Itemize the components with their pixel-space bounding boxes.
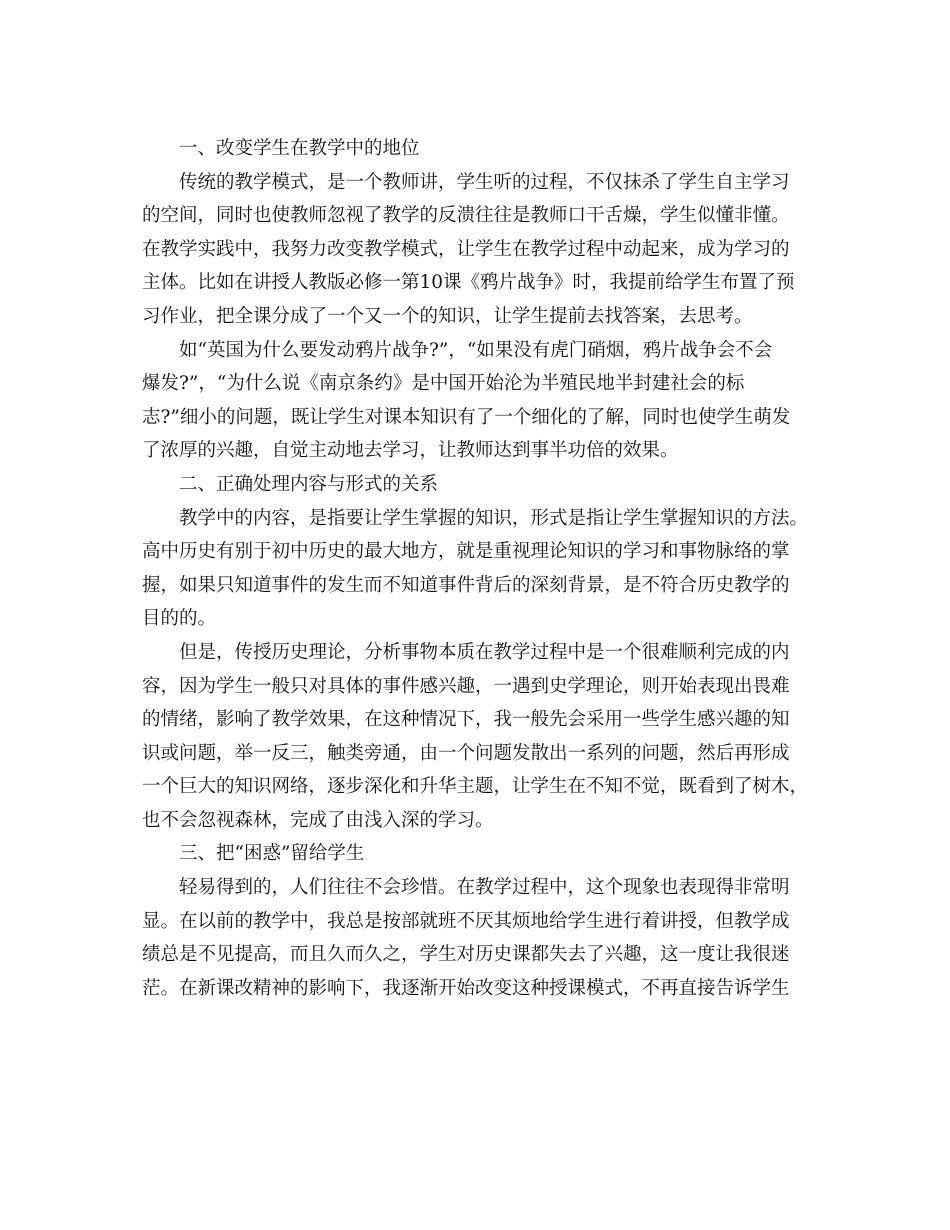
text-line: 的空间，同时也使教师忽视了教学的反溃往往是教师口干舌燥，学生似懂非懂。 — [142, 205, 790, 227]
text-line: 握，如果只知道事件的发生而不知道事件背后的深刻背景，是不符合历史教学的 — [142, 574, 790, 596]
text-line: 也不会忽视森林，完成了由浅入深的学习。 — [142, 809, 494, 831]
text-line: 容，因为学生一般只对具体的事件感兴趣，一遇到史学理论，则开始表现出畏难 — [142, 675, 790, 697]
text-line: 一个巨大的知识网络，逐步深化和升华主题，让学生在不知不觉，既看到了树木， — [142, 776, 809, 798]
text-line: 传统的教学模式，是一个教师讲，学生听的过程，不仅抹杀了学生自主学习 — [179, 171, 790, 193]
text-line: 高中历史有别于初中历史的最大地方，就是重视理论知识的学习和事物脉络的掌 — [142, 541, 790, 563]
text-line: 三、把“困惑”留给学生 — [179, 843, 365, 865]
text-line: 一、改变学生在教学中的地位 — [179, 138, 420, 159]
text-line: 绩总是不见提高，而且久而久之，学生对历史课都失去了兴趣，这一度让我很迷 — [142, 944, 790, 966]
document-body — [142, 132, 810, 1005]
text-line: 茫。在新课改精神的影响下，我逐渐开始改变这种授课模式，不再直接告诉学生 — [142, 977, 790, 999]
text-line: 轻易得到的，人们往往不会珍惜。在教学过程中，这个现象也表现得非常明 — [179, 877, 790, 899]
text-line: 但是，传授历史理论，分析事物本质在教学过程中是一个很难顺利完成的内 — [179, 641, 790, 663]
text-line: 教学中的内容，是指要让学生掌握的知识，形式是指让学生掌握知识的方法。 — [179, 507, 809, 529]
text-line: 如“英国为什么要发动鸦片战争?”，“如果没有虎门硝烟，鸦片战争会不会 — [179, 339, 773, 361]
text-line: 了浓厚的兴趣，自觉主动地去学习，让教师达到事半功倍的效果。 — [142, 440, 679, 462]
text-line: 志?”细小的问题，既让学生对课本知识有了一个细化的了解，同时也使学生萌发 — [142, 406, 791, 428]
text-line: 在教学实践中，我努力改变教学模式，让学生在教学过程中动起来，成为学习的 — [142, 238, 790, 260]
text-line: 的情绪，影响了教学效果，在这种情况下，我一般先会采用一些学生感兴趣的知 — [142, 709, 790, 731]
text-line: 习作业，把全课分成了一个又一个的知识，让学生提前去找答案，去思考。 — [142, 305, 753, 327]
text-line: 主体。比如在讲授人教版必修一第10课《鸦片战争》时，我提前给学生布置了预 — [142, 272, 795, 294]
text-line: 目的的。 — [142, 608, 217, 630]
text-line: 二、正确处理内容与形式的关系 — [179, 473, 439, 495]
text-line: 显。在以前的教学中，我总是按部就班不厌其烦地给学生进行着讲授，但教学成 — [142, 910, 790, 932]
text-line: 爆发?”，“为什么说《南京条约》是中国开始沦为半殖民地半封建社会的标 — [142, 373, 745, 395]
text-line: 识或问题，举一反三，触类旁通，由一个问题发散出一系列的问题，然后再形成 — [142, 742, 790, 764]
